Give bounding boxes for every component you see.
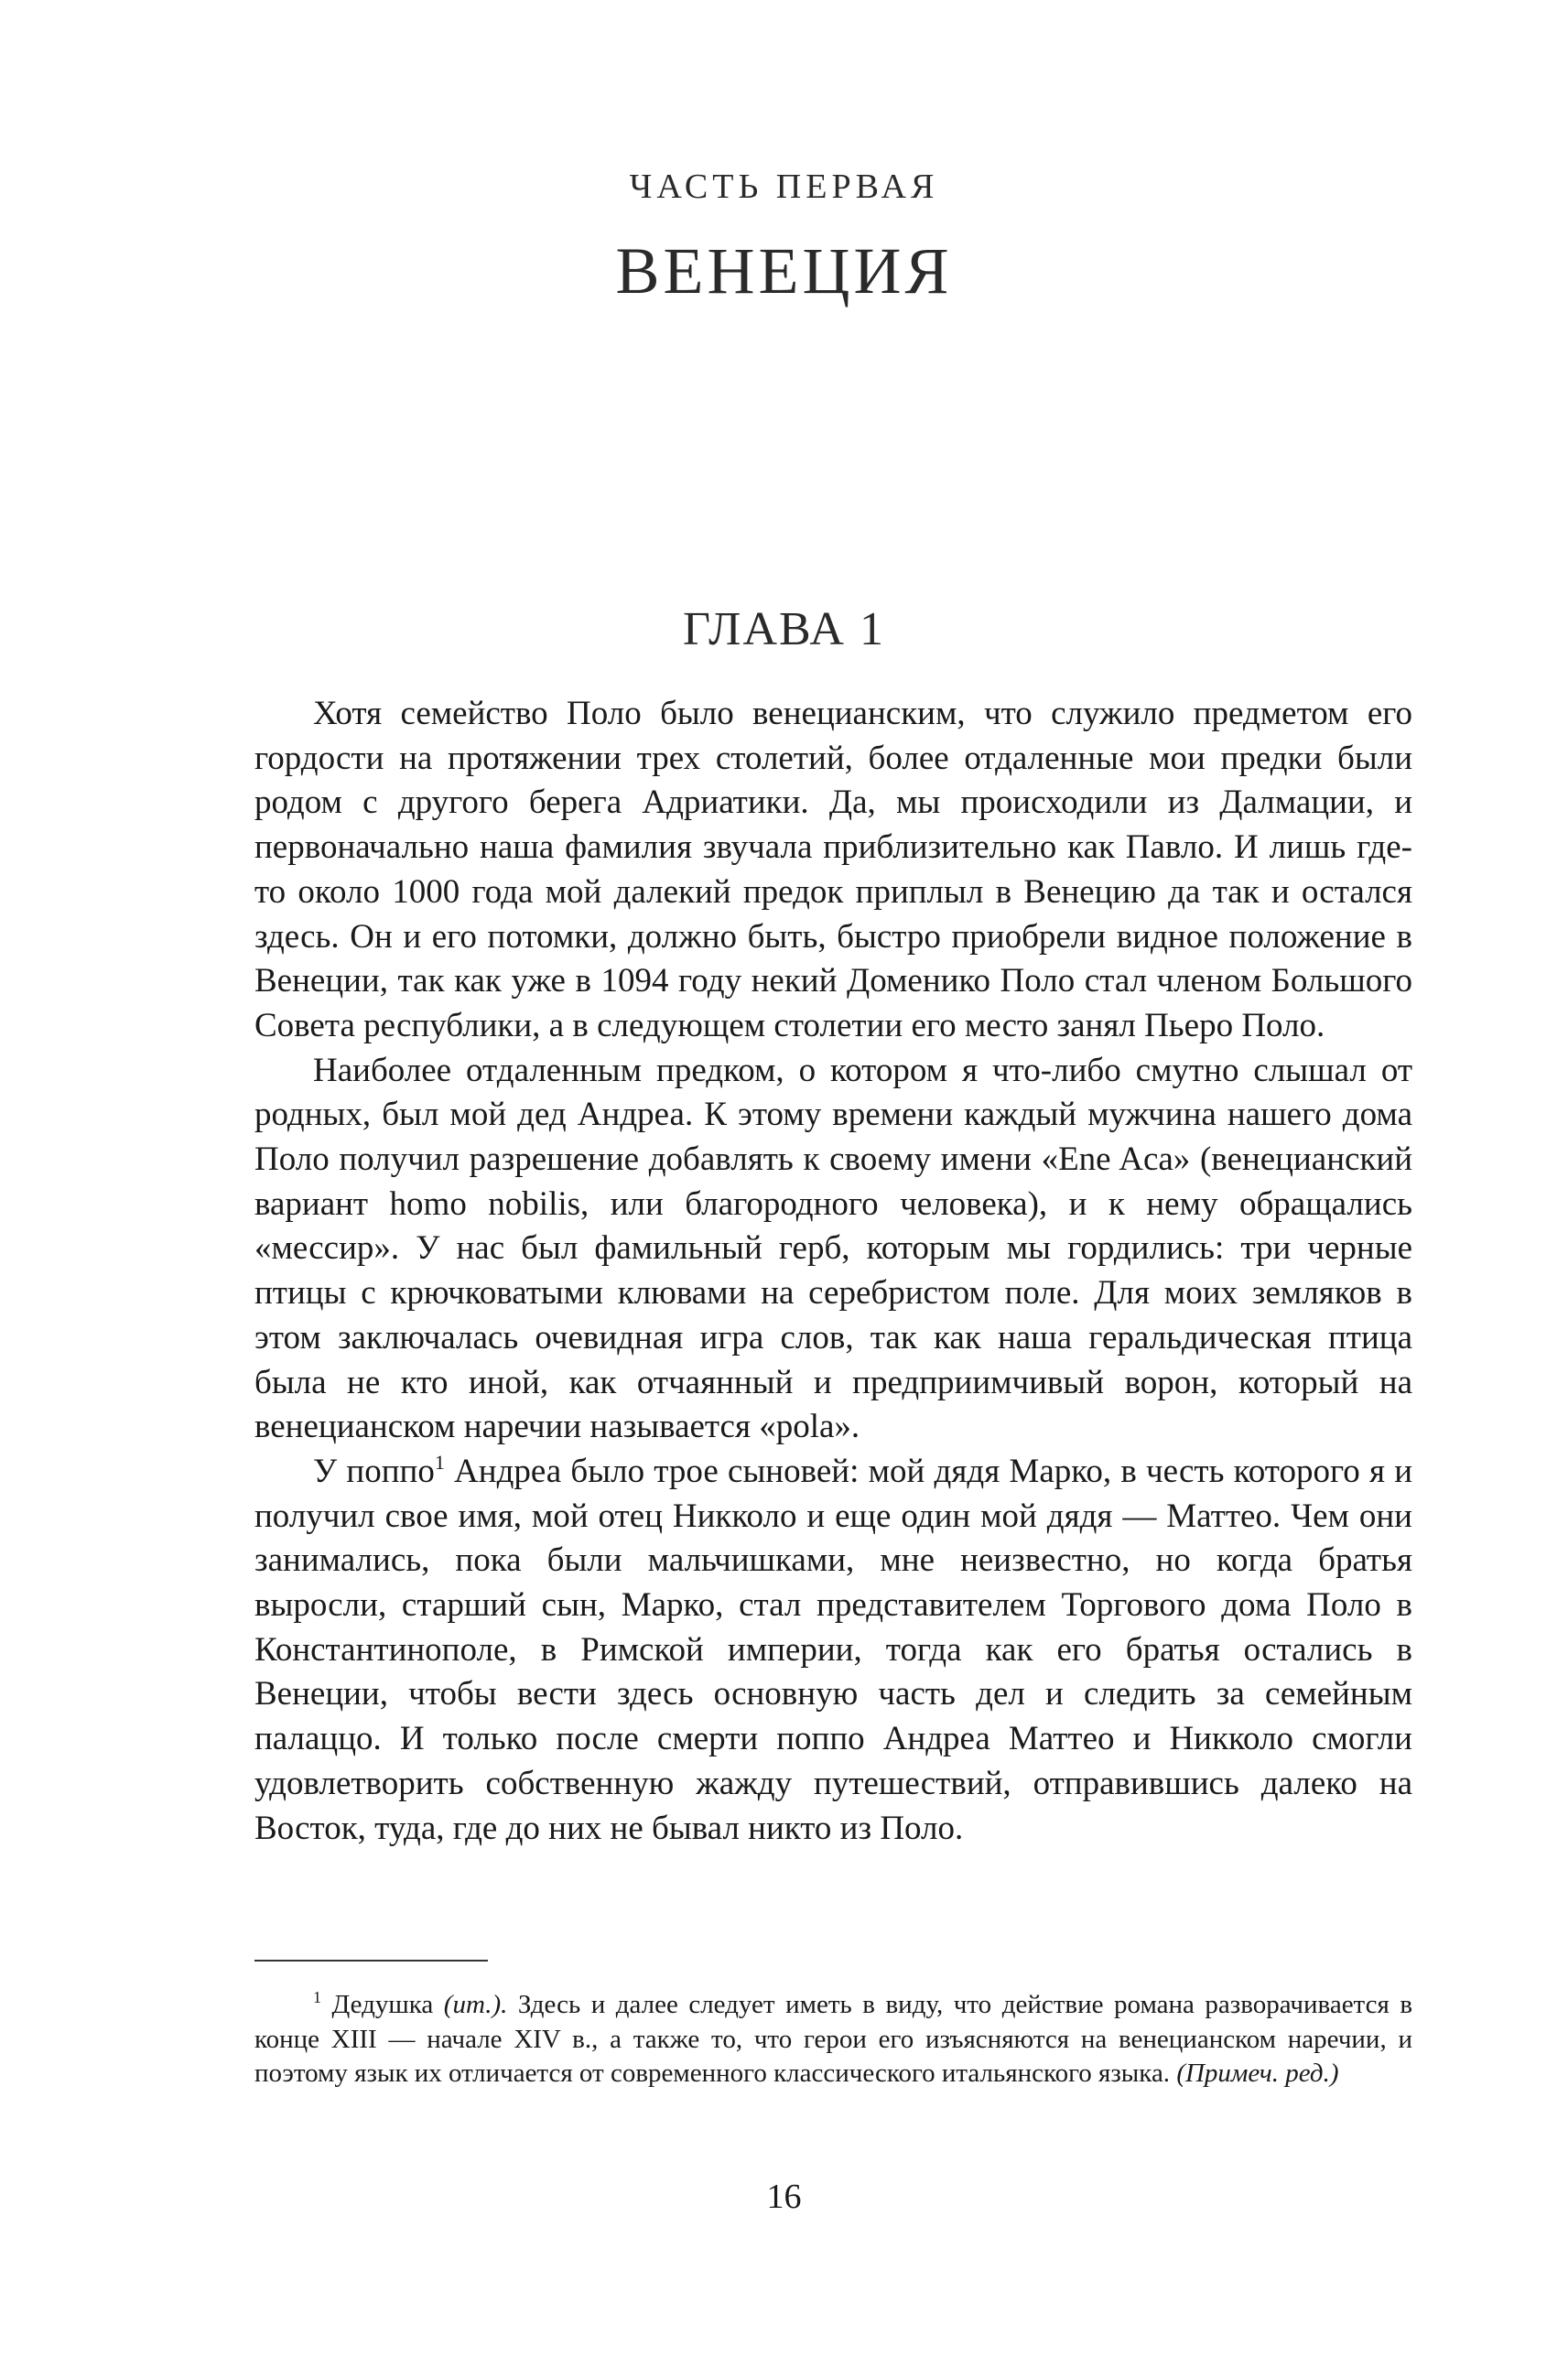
footnote-reference: 1 [434,1450,445,1474]
page-number: 16 [766,2178,802,2216]
footnote-divider [254,1960,488,1962]
chapter-title: ГЛАВА 1 [683,603,885,655]
footnote-body: Здесь и далее следует иметь в виду, что действие романа разворачивается в конце XIII — начале XIV в., а также то, что герои его изъясняются на венецианском наречии, и поэтому язык их отличается от современного классического итальянского языка. [254,1990,1413,2088]
footnote-mark: 1 [313,1988,321,2006]
footnote-term: Дедушка [321,1990,444,2019]
footnote [254,1988,1412,2092]
chapter-body [254,692,1412,1851]
paragraph-3-rest: Андреа было трое сыновей: мой дядя Марко, в честь которого я и получил свое имя, мой отец Никколо и еще один мой дядя — Маттео. Чем они занимались, пока были мальчишками, мне неизвестно, но когда братья выросли, старший сын, Марко, стал представителем Торгового дома Поло в Константинополе, в Римской империи, тогда как его братья остались в Венеции, чтобы вести здесь основную часть дел и следить за семейным палаццо. И только после смерти поппо Андреа Маттео и Никколо смогли удовлетворить собственную жажду путешествий, отправившись далеко на Восток, туда, где до них не бывал никто из Поло. [254,1452,1412,1847]
footnote-language: (ит.). [443,1990,508,2019]
part-title: ВЕНЕЦИЯ [615,234,953,308]
paragraph-2: Наиболее отдаленным предком, о котором я что-либо смутно слышал от родных, был мой дед Андреа. К этому времени каждый мужчина нашего дома Поло получил разрешение добавлять к своему имени «Ene Aca» (венецианский вариант homo nobilis, или благородного человека), и к нему обращались «мессир». У нас был фамильный герб, которым мы гордились: три черные птицы с крючковатыми клювами на серебристом поле. Для моих земляков в этом заключалась очевидная игра слов, так как наша геральдическая птица была не кто иной, как отчаянный и предприимчивый ворон, который на венецианском наречии называется «pola». [254,1051,1412,1446]
paragraph-1: Хотя семейство Поло было венецианским, что служило предметом его гордости на протяжении трех столетий, более отдаленные мои предки были родом с другого берега Адриатики. Да, мы происходили из Далмации, и первоначально наша фамилия звучала приблизительно как Павло. И лишь где-то около 1000 года мой далекий предок приплыл в Венецию да так и остался здесь. Он и его потомки, должно быть, быстро приобрели видное положение в Венеции, так как уже в 1094 году некий Доменико Поло стал членом Большого Совета республики, а в следующем столетии его место занял Пьеро Поло. [254,695,1412,1044]
footnote-editor-note: (Примеч. ред.) [1176,2059,1339,2088]
part-label: ЧАСТЬ ПЕРВАЯ [629,168,939,206]
paragraph-3 [254,1450,1412,1851]
footnote-text [254,1988,1412,2092]
paragraph-3-start: У поппо [313,1452,435,1490]
